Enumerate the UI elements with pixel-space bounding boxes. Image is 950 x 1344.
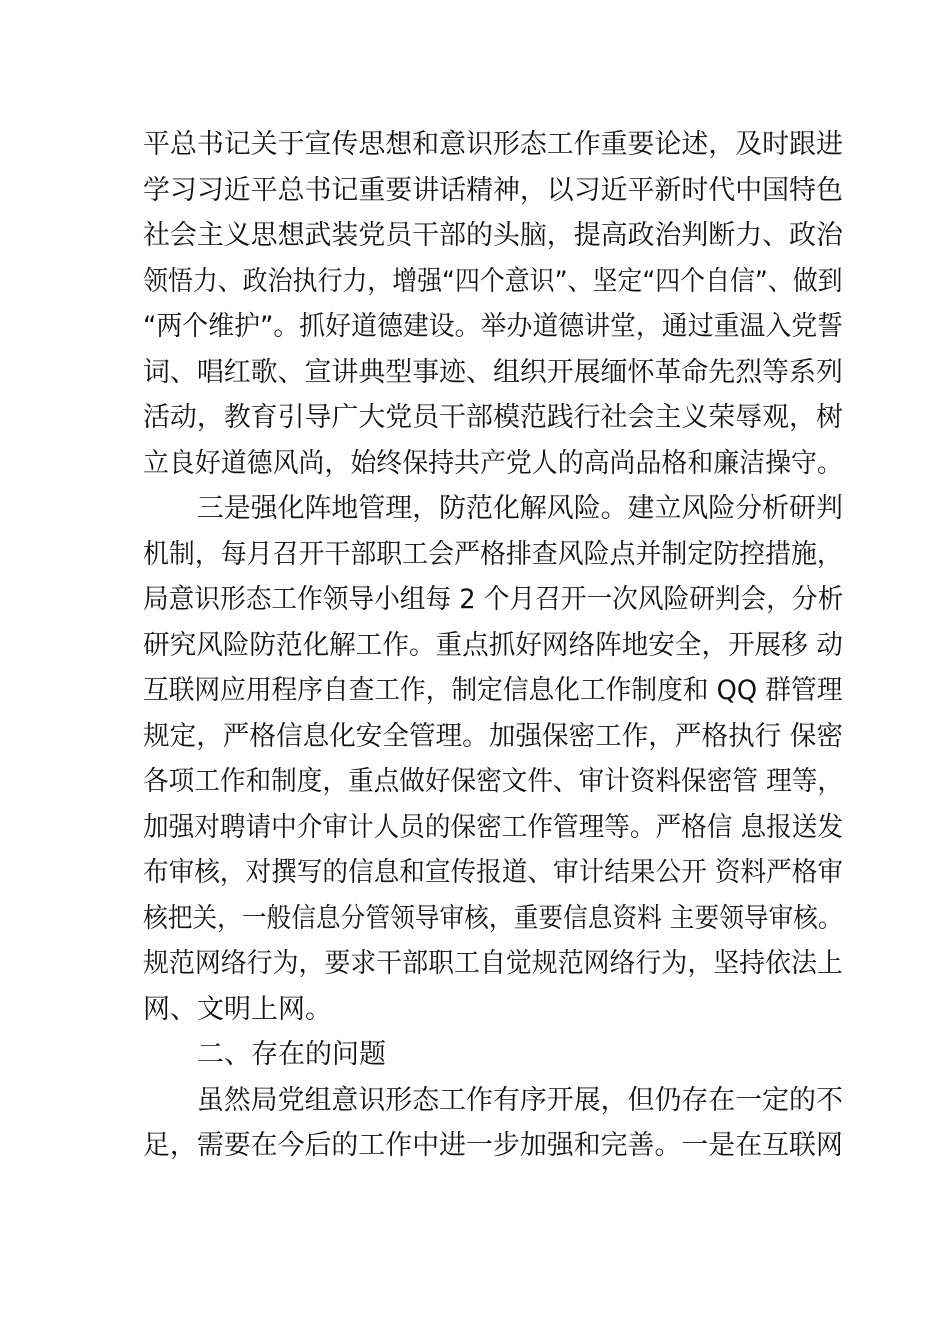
text-line: 虽然局党组意识形态工作有序开展，但仍存在一定的不 [196,1084,843,1116]
text-line: 互联网应用程序自查工作，制定信息化工作制度和 QQ 群管理 [143,675,843,706]
text-line: 社会主义思想武装党员干部的头脑，提高政治判断力、政治 [143,220,843,251]
document-body [143,122,843,1169]
text-line: 立良好道德风尚，始终保持共产党人的高尚品格和廉洁操守。 [143,447,843,479]
text-line: 研究风险防范化解工作。重点抓好网络阵地安全，开展移 动 [143,629,843,661]
text-line: 活动，教育引导广大党员干部模范践行社会主义荣辱观，树 [143,402,843,433]
text-line: 加强对聘请中介审计人员的保密工作管理等。严格信 息报送发 [143,811,843,843]
text-line: 网、文明上网。 [143,993,332,1025]
text-line: 局意识形态工作领导小组每 2 个月召开一次风险研判会，分析 [143,584,844,615]
text-line: 各项工作和制度，重点做好保密文件、审计资料保密管 理等， [143,766,843,797]
text-line: 学习习近平总书记重要讲话精神，以习近平新时代中国特色 [143,174,843,206]
text-line: 规定，严格信息化安全管理。加强保密工作，严格执行 保密 [143,720,843,752]
text-line: “两个维护”。抓好道德建设。举办道德讲堂，通过重温入党誓 [143,311,844,342]
text-line: 二、存在的问题 [197,1039,386,1070]
text-line: 领悟力、政治执行力，增强“四个意识”、坚定“四个自信”、做到 [143,265,843,297]
text-line: 规范网络行为，要求干部职工自觉规范网络行为，坚持依法上 [143,948,843,979]
text-line: 核把关，一般信息分管领导审核，重要信息资料 主要领导审核。 [143,902,843,934]
text-line: 词、唱红歌、宣讲典型事迹、组织开展缅怀革命先烈等系列 [143,356,843,388]
text-line: 布审核，对撰写的信息和宣传报道、审计结果公开 资料严格审 [143,857,843,888]
text-line: 机制，每月召开干部职工会严格排查风险点并制定防控措施， [143,538,843,570]
text-line: 三是强化阵地管理，防范化解风险。建立风险分析研判 [196,493,843,524]
text-line: 足，需要在今后的工作中进一步加强和完善。一是在互联网 [143,1130,843,1161]
text-line: 平总书记关于宣传思想和意识形态工作重要论述，及时跟进 [143,129,843,160]
